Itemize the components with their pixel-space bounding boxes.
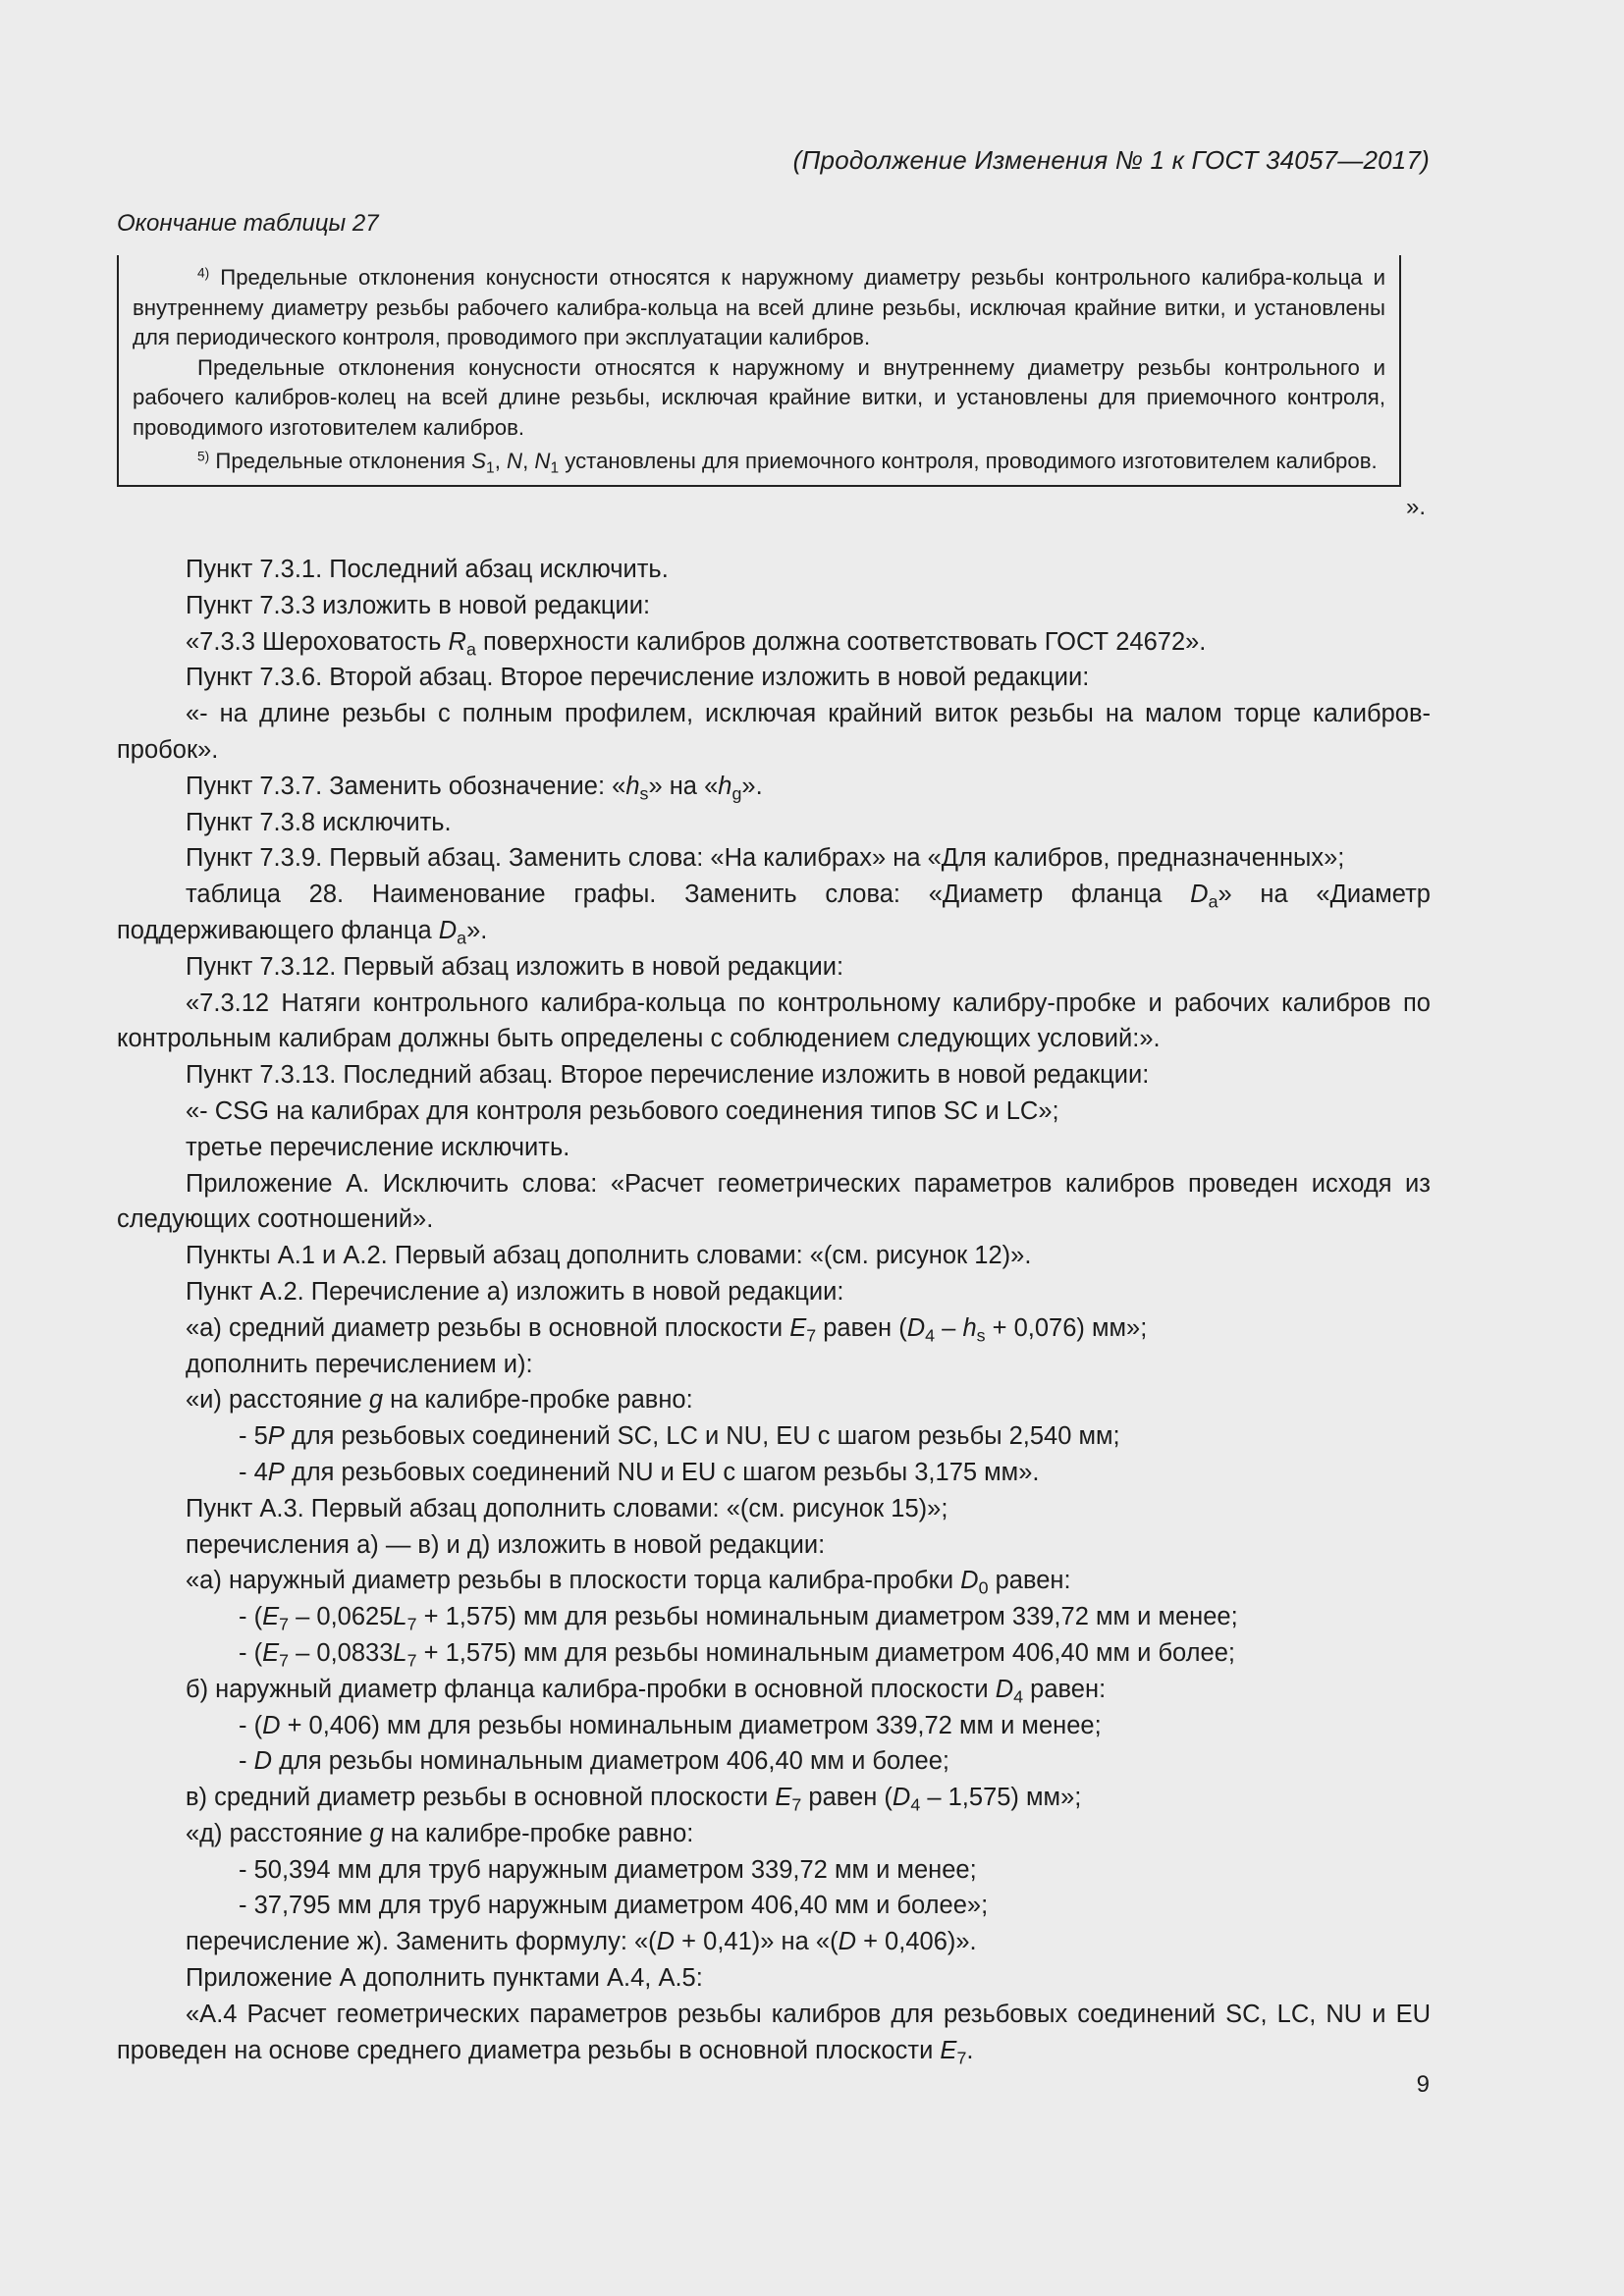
paragraph: Пункт 7.3.3 изложить в новой редакции: [186,591,651,619]
paragraph: Пункт 7.3.1. Последний абзац исключить. [186,556,669,583]
paragraph: «а) средний диаметр резьбы в основной плоскости $E_7$ равен $(D_4 - h_s + 0,076)$ мм»; [186,1313,1148,1346]
paragraph: Пункты А.1 и А.2. Первый абзац дополнить словами: «(см. рисунок 12)». [186,1242,1032,1270]
list-item: - 5P для резьбовых соединений SC, LC и NU, EU с шагом резьбы 2,540 мм; [239,1422,1120,1451]
paragraph: таблица 28. Наименование графы. Заменить слова: «Диаметр фланца $D_a$» на «Диаметр поддерживающего фланца $D_a$». [117,881,1431,948]
footnote-4-marker: 4) [197,265,210,281]
paragraph: «д) расстояние g на калибре-пробке равно: [186,1819,694,1847]
list-item: - 37,795 мм для труб наружным диаметром 406,40 мм и более»; [239,1892,989,1920]
paragraph: Пункт А.2. Перечисление а) изложить в новой редакции: [186,1277,844,1306]
page-number: 9 [1416,2071,1430,2098]
list-item: - (D + 0,406) мм для резьбы номинальным диаметром 339,72 мм и менее; [239,1711,1102,1739]
paragraph: «и) расстояние g на калибре-пробке равно: [186,1386,693,1415]
footnote-4-continuation: Предельные отклонения конусности относятся к наружному и внутреннему диаметру резьбы контрольного и рабочего калибров-колец на всей длине резьбы, исключая крайние витки, и установлены для приемочного контроля, проводимого изготовителем калибров. [133,354,1385,440]
list-item: - $(E_7 - 0,0833L_7 + 1,575)$ мм для резьбы номинальным диаметром 406,40 мм и более; [239,1638,1235,1671]
paragraph: Пункт 7.3.8 исключить. [186,808,452,836]
paragraph: третье перечисление исключить. [186,1133,570,1161]
paragraph: перечисление ж). Заменить формулу: «(D + 0,41)» на «(D + 0,406)». [186,1928,977,1956]
paragraph: Приложение А дополнить пунктами А.4, А.5: [186,1964,703,1993]
footnote-5: $^{5)}$ Предельные отклонения $S_1$, N, $N_1$ установлены для приемочного контроля, проводимого изготовителем калибров. [197,449,1378,477]
footnote-4-text: Предельные отклонения конусности относятся к наружному диаметру резьбы контрольного калибра-кольца и внутреннему диаметру резьбы рабочего калибра-кольца на всей длине резьбы, исключая крайние витки, и установлены для периодического контроля, проводимого при эксплуатации калибров. [133,265,1385,349]
paragraph: Пункт 7.3.12. Первый абзац изложить в новой редакции: [186,952,844,981]
table-caption: Окончание таблицы 27 [117,210,379,237]
table-closing-quote: ». [1406,494,1427,520]
paragraph: Пункт А.3. Первый абзац дополнить словами: «(см. рисунок 15)»; [186,1494,948,1522]
paragraph: Пункт 7.3.6. Второй абзац. Второе перечисление изложить в новой редакции: [186,664,1090,692]
paragraph: «- на длине резьбы с полным профилем, исключая крайний виток резьбы на малом торце калибров-пробок». [117,700,1431,764]
paragraph: дополнить перечислением и): [186,1350,533,1378]
list-item: - $(E_7 - 0,0625L_7 + 1,575)$ мм для резьбы номинальным диаметром 339,72 мм и менее; [239,1603,1238,1634]
paragraph: «7.3.12 Натяги контрольного калибра-кольца по контрольному калибру-пробке и рабочих калибров по контрольным калибрам должны быть определены с соблюдением следующих условий:». [117,988,1431,1053]
footnote-4 [133,263,1385,353]
paragraph: «7.3.3 Шероховатость $R_a$ поверхности калибров должна соответствовать ГОСТ 24672». [186,627,1207,659]
running-header: (Продолжение Изменения № 1 к ГОСТ 34057—2017) [792,145,1430,175]
amendment-body [117,552,1431,2068]
paragraph: Пункт 7.3.7. Заменить обозначение: «$h_s$» на «$h_g$». [186,772,763,804]
list-item: - 4P для резьбовых соединений NU и EU с шагом резьбы 3,175 мм». [239,1458,1040,1486]
table-footnotes-box [117,255,1401,487]
list-item: - 50,394 мм для труб наружным диаметром 339,72 мм и менее; [239,1855,977,1884]
list-item: - D для резьбы номинальным диаметром 406,40 мм и более; [239,1747,949,1776]
paragraph: «а) наружный диаметр резьбы в плоскости торца калибра-пробки $D_0$ равен: [186,1567,1071,1598]
paragraph: в) средний диаметр резьбы в основной плоскости $E_7$ равен $(D_4 - 1,575)$ мм»; [186,1784,1082,1815]
paragraph: б) наружный диаметр фланца калибра-пробки в основной плоскости $D_4$ равен: [186,1675,1107,1707]
paragraph: перечисления а) — в) и д) изложить в новой редакции: [186,1530,826,1559]
paragraph: «А.4 Расчет геометрических параметров резьбы калибров для резьбовых соединений SC, LC, NU и EU проведен на основе среднего диаметра резьбы в основной плоскости $E_7$. [117,2000,1431,2068]
paragraph: Пункт 7.3.13. Последний абзац. Второе перечисление изложить в новой редакции: [186,1061,1150,1090]
paragraph: «- CSG на калибрах для контроля резьбового соединения типов SC и LC»; [186,1096,1059,1125]
paragraph: Пункт 7.3.9. Первый абзац. Заменить слова: «На калибрах» на «Для калибров, предназначенных»; [186,844,1345,873]
footnote-5-marker: 5) [197,449,210,464]
paragraph: Приложение А. Исключить слова: «Расчет геометрических параметров калибров проведен исходя из следующих соотношений». [117,1169,1431,1234]
